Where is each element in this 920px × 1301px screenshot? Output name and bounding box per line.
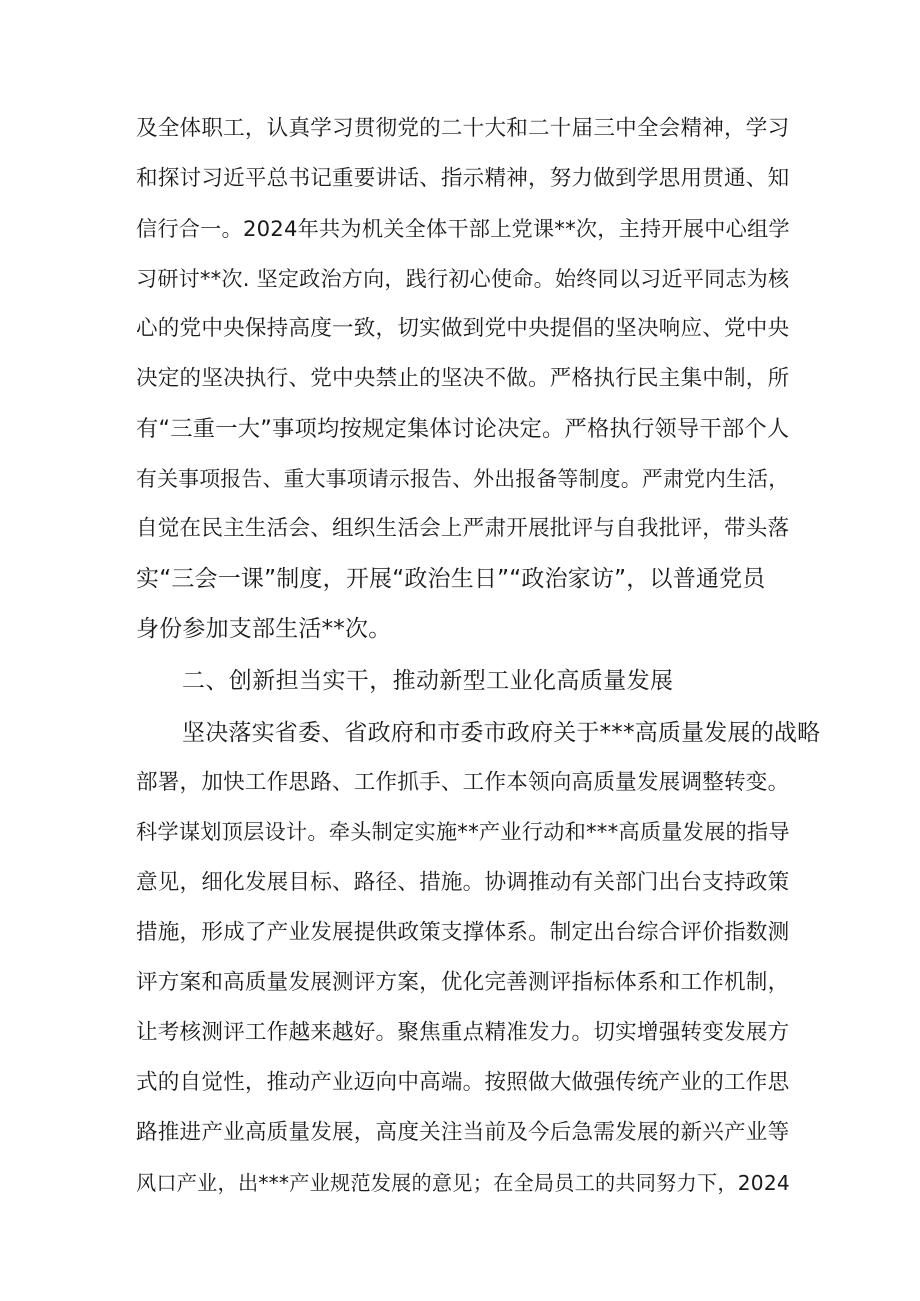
paragraph-2-line: 评方案和高质量发展测评方案，优化完善测评指标体系和工作机制， (136, 970, 790, 995)
section-heading: 二、创新担当实干，推动新型工业化高质量发展 (182, 668, 674, 694)
paragraph-1-line: 及全体职工，认真学习贯彻党的二十大和二十届三中全会精神，学习 (136, 116, 790, 141)
paragraph-1-line: 习研讨**次. 坚定政治方向，践行初心使命。始终同以习近平同志为核 (136, 266, 790, 291)
paragraph-2-line: 措施，形成了产业发展提供政策支撑体系。制定出台综合评价指数测 (136, 920, 790, 945)
paragraph-1-line: 有关事项报告、重大事项请示报告、外出报备等制度。严肃党内生活， (136, 467, 790, 491)
paragraph-1-line: 心的党中央保持高度一致，切实做到党中央提倡的坚决响应、党中央 (136, 316, 790, 341)
paragraph-1-line: 身份参加支部生活**次。 (136, 616, 392, 642)
paragraph-1-line: 和探讨习近平总书记重要讲话、指示精神，努力做到学思用贯通、知 (136, 166, 790, 191)
paragraph-2-line: 让考核测评工作越来越好。聚焦重点精准发力。切实增强转变发展方 (136, 1020, 790, 1045)
paragraph-1-line: 实“三会一课”制度，开展“政治生日”“政治家访”，以普通党员 (136, 566, 766, 592)
paragraph-2-line: 部署，加快工作思路、工作抓手、工作本领向高质量发展调整转变。 (136, 770, 790, 795)
paragraph-2-line: 式的自觉性，推动产业迈向中高端。按照做大做强传统产业的工作思 (136, 1070, 790, 1095)
paragraph-1-line: 信行合一。2024年共为机关全体干部上党课**次，主持开展中心组学 (136, 216, 790, 241)
paragraph-1-line: 决定的坚决执行、党中央禁止的坚决不做。严格执行民主集中制，所 (136, 366, 790, 391)
paragraph-2-line: 坚决落实省委、省政府和市委市政府关于***高质量发展的战略 (182, 720, 821, 746)
paragraph-2-line: 路推进产业高质量发展，高度关注当前及今后急需发展的新兴产业等 (136, 1120, 790, 1145)
paragraph-1-line: 自觉在民主生活会、组织生活会上严肃开展批评与自我批评，带头落 (136, 516, 790, 541)
paragraph-2-line: 科学谋划顶层设计。牵头制定实施**产业行动和***高质量发展的指导 (136, 820, 790, 845)
paragraph-2-line: 风口产业，出***产业规范发展的意见；在全局员工的共同努力下，2024 (136, 1171, 790, 1195)
paragraph-2-line: 意见，细化发展目标、路径、措施。协调推动有关部门出台支持政策 (136, 870, 790, 895)
paragraph-1-line: 有“三重一大”事项均按规定集体讨论决定。严格执行领导干部个人 (136, 416, 790, 442)
